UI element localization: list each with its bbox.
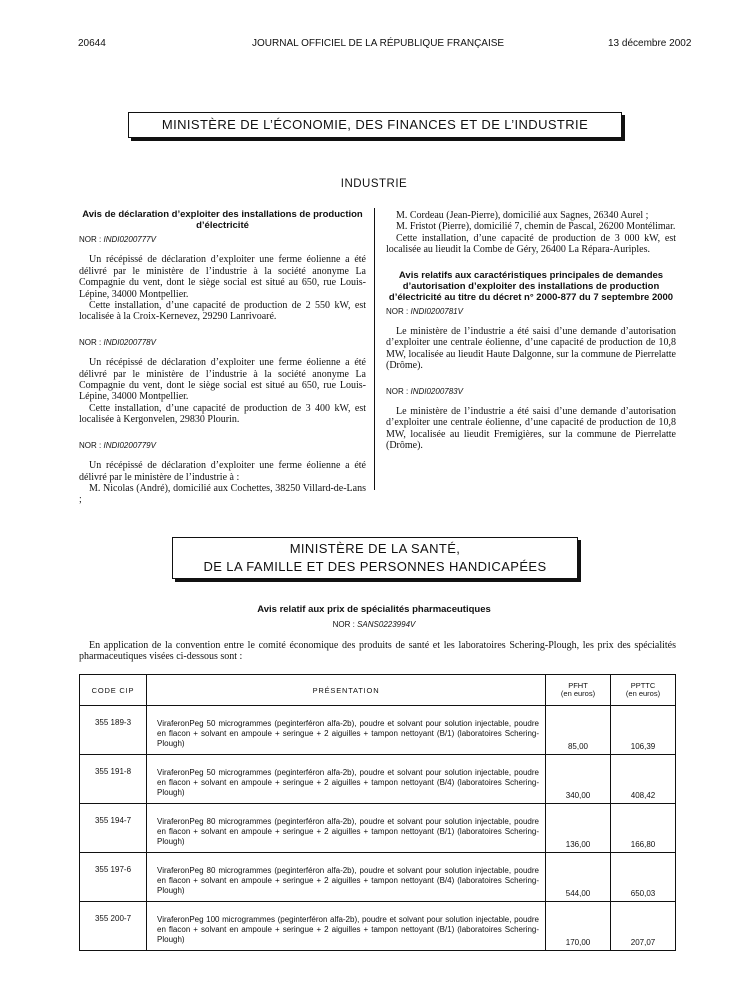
ministry-health-line2: DE LA FAMILLE ET DES PERSONNES HANDICAPÉES	[203, 559, 547, 574]
cell-presentation: ViraferonPeg 50 microgrammes (peginterféron alfa-2b), poudre et solvant pour solution injectable, poudre en flacon + solvant en ampoule + seringue + 2 aiguilles + tampon nettoyant (B/1) (laboratoires Schering-Plough)	[147, 706, 546, 755]
ministry-economy-box: MINISTÈRE DE L’ÉCONOMIE, DES FINANCES ET DE L’INDUSTRIE	[128, 112, 622, 138]
cell-presentation: ViraferonPeg 50 microgrammes (peginterféron alfa-2b), poudre et solvant pour solution injectable, poudre en flacon + solvant en ampoule + seringue + 2 aiguilles + tampon nettoyant (B/4) (laboratoires Schering-Plough)	[147, 755, 546, 804]
cell-presentation: ViraferonPeg 80 microgrammes (peginterféron alfa-2b), poudre et solvant pour solution injectable, poudre en flacon + solvant en ampoule + seringue + 2 aiguilles + tampon nettoyant (B/4) (laboratoires Schering-Plough)	[147, 853, 546, 902]
notice-title-declaration: Avis de déclaration d’exploiter des installations de production d’électricité	[82, 209, 363, 231]
issue-date: 13 décembre 2002	[608, 38, 692, 49]
cell-code: 355 197-6	[80, 853, 147, 902]
paragraph: Un récépissé de déclaration d’exploiter une ferme éolienne a été délivré par le ministère de l’industrie à la société anonyme La Compagnie du vent, dont le siège social est situé au 650, rue Louis-Lépine, 34000 Montpellier.	[79, 254, 366, 300]
page-number: 20644	[78, 38, 106, 49]
cell-code: 355 200-7	[80, 902, 147, 951]
cell-ppttc: 207,07	[611, 902, 676, 951]
cell-code: 355 194-7	[80, 804, 147, 853]
cell-pfht: 544,00	[546, 853, 611, 902]
ministry-health-box	[172, 537, 578, 579]
nor-reference: NOR : INDI0200777V	[79, 235, 156, 244]
nor-reference: NOR : INDI0200781V	[386, 306, 463, 316]
left-column	[79, 209, 366, 506]
paragraph: En application de la convention entre le comité économique des produits de santé et les laboratoires Schering-Plough, les prix des spécialités pharmaceutiques visées ci-dessous sont :	[79, 640, 676, 663]
table-row	[80, 755, 676, 804]
header-pfht: PFHT (en euros)	[546, 675, 611, 706]
paragraph: Un récépissé de déclaration d’exploiter une ferme éolienne a été délivré par le ministère de l’industrie à la société anonyme La Compagnie du vent, dont le siège social est situé au 650, rue Louis-Lépine, 34000 Montpellier.	[79, 357, 366, 403]
paragraph: Cette installation, d’une capacité de production de 3 000 kW, est localisée au lieudit la Combe de Géry, 26400 La Répara-Auriples.	[386, 232, 676, 256]
paragraph: Cette installation, d’une capacité de production de 3 400 kW, est localisée à Kergonvelen, 29830 Plourin.	[79, 402, 366, 426]
notice-title-authorisation: Avis relatifs aux caractéristiques principales de demandes d’autorisation d’exploiter des installations de production d’électricité au titre du décret n° 2000-877 du 7 septembre 2000	[388, 269, 674, 303]
paragraph: Cette installation, d’une capacité de production de 2 550 kW, est localisée à la Croix-Kernevez, 29290 Lanrivoaré.	[79, 300, 366, 323]
right-column	[386, 210, 676, 452]
table-row	[80, 853, 676, 902]
cell-pfht: 170,00	[546, 902, 611, 951]
header-presentation: PRÉSENTATION	[147, 675, 546, 706]
nor-reference: NOR : INDI0200779V	[79, 440, 156, 450]
journal-title: JOURNAL OFFICIEL DE LA RÉPUBLIQUE FRANÇAISE	[252, 38, 505, 49]
cell-ppttc: 166,80	[611, 804, 676, 853]
table-row	[80, 706, 676, 755]
nor-reference: NOR : SANS0223994V	[332, 620, 416, 629]
intro-text	[79, 640, 676, 663]
prices-table	[79, 674, 676, 951]
table-header-row	[80, 675, 676, 706]
cell-pfht: 85,00	[546, 706, 611, 755]
cell-code: 355 189-3	[80, 706, 147, 755]
table-row	[80, 804, 676, 853]
cell-ppttc: 650,03	[611, 853, 676, 902]
notice-title-prices: Avis relatif aux prix de spécialités pharmaceutiques	[257, 604, 491, 615]
cell-ppttc: 408,42	[611, 755, 676, 804]
cell-presentation: ViraferonPeg 100 microgrammes (peginterféron alfa-2b), poudre et solvant pour solution injectable, poudre en flacon + solvant en ampoule + seringue + 2 aiguilles + tampon nettoyant (B/1) (laboratoires Schering-Plough)	[147, 902, 546, 951]
paragraph: M. Nicolas (André), domicilié aux Cochettes, 38250 Villard-de-Lans ;	[79, 482, 366, 506]
paragraph: Le ministère de l’industrie a été saisi d’une demande d’autorisation d’exploiter une centrale éolienne, d’une capacité de production de 10,8 MW, localisée au lieudit Fremigières, sur la commune de Pierrelatte (Drôme).	[386, 406, 676, 452]
paragraph: M. Cordeau (Jean-Pierre), domicilié aux Sagnes, 26340 Aurel ;	[396, 210, 649, 221]
header-ppttc: PPTTC (en euros)	[611, 675, 676, 706]
nor-reference: NOR : INDI0200778V	[79, 337, 156, 347]
cell-pfht: 340,00	[546, 755, 611, 804]
paragraph: M. Fristot (Pierre), domicilié 7, chemin de Pascal, 26200 Montélimar.	[396, 221, 676, 233]
table-row	[80, 902, 676, 951]
paragraph: Un récépissé de déclaration d’exploiter une ferme éolienne a été délivré par le ministère de l’industrie à :	[79, 460, 366, 483]
cell-pfht: 136,00	[546, 804, 611, 853]
ministry-health-line1: MINISTÈRE DE LA SANTÉ,	[289, 541, 461, 556]
cell-ppttc: 106,39	[611, 706, 676, 755]
paragraph: Le ministère de l’industrie a été saisi d’une demande d’autorisation d’exploiter une centrale éolienne, d’une capacité de production de 10,8 MW, localisée au lieudit Haute Dalgonne, sur la commune de Pierrelatte (Drôme).	[386, 326, 676, 372]
header-code-cip: CODE CIP	[80, 675, 147, 706]
cell-presentation: ViraferonPeg 80 microgrammes (peginterféron alfa-2b), poudre et solvant pour solution injectable, poudre en flacon + solvant en ampoule + seringue + 2 aiguilles + tampon nettoyant (B/1) (laboratoires Schering-Plough)	[147, 804, 546, 853]
column-divider	[374, 208, 375, 490]
cell-code: 355 191-8	[80, 755, 147, 804]
section-industrie: INDUSTRIE	[340, 178, 408, 190]
nor-reference: NOR : INDI0200783V	[386, 386, 463, 396]
